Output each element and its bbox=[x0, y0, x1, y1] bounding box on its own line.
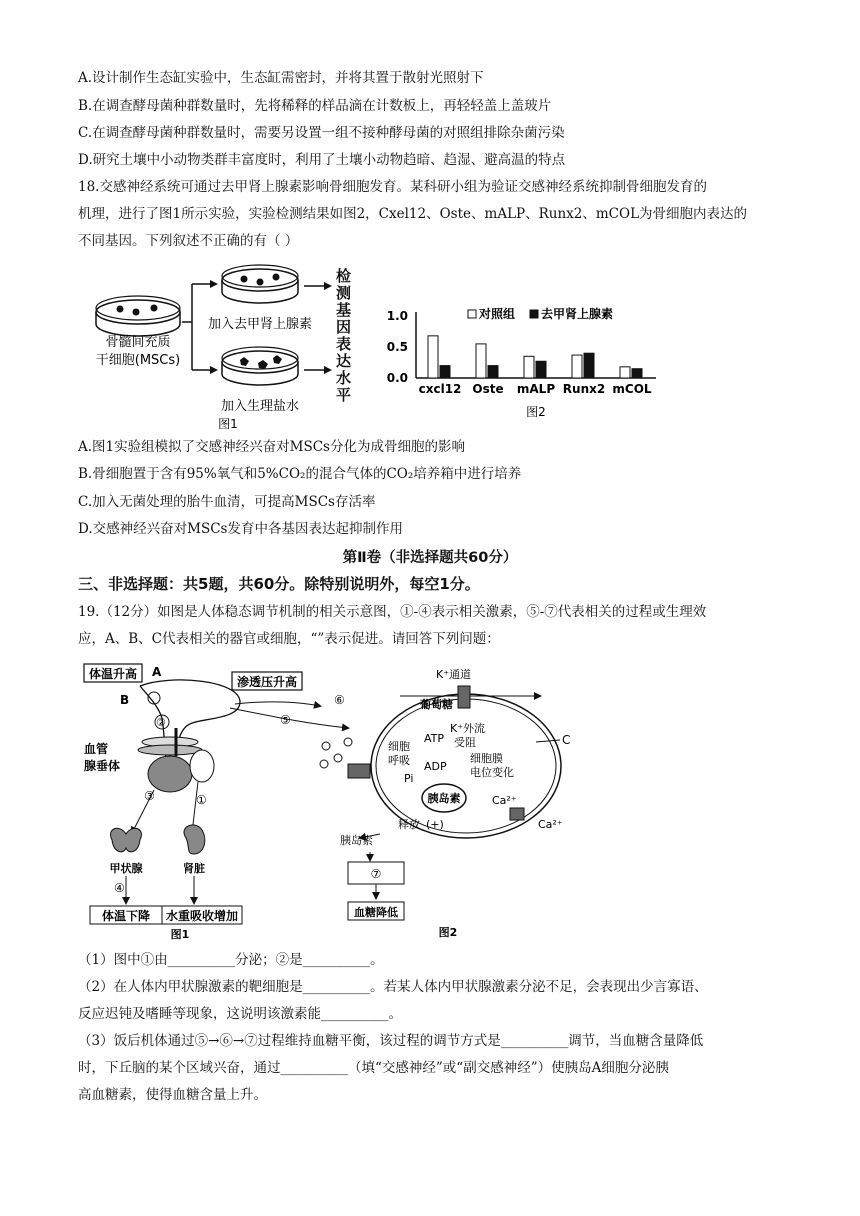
pi-label: Pi bbox=[404, 772, 414, 785]
adp-label: ADP bbox=[424, 760, 447, 773]
q18-figure-1 bbox=[78, 262, 378, 432]
detect-char: 检 bbox=[336, 267, 352, 285]
bar-mALP-去甲肾上腺素 bbox=[536, 361, 546, 378]
detect-char: 表 bbox=[336, 335, 352, 353]
q19-question-2-line-1: （2）在人体内甲状腺激素的靶细胞是__________。若某人体内甲状腺激素分泌不足，会表现出少言寡语、 bbox=[78, 979, 708, 995]
bar-Runx2-去甲肾上腺素 bbox=[584, 353, 594, 378]
membrane-label-1: 细胞膜 bbox=[470, 752, 503, 765]
label-b: B bbox=[120, 693, 130, 707]
q18-stem-line-3: 不同基因。下列叙述不正确的有（ ） bbox=[78, 233, 299, 249]
fig1-cell-label-1: 骨髓间充质 bbox=[105, 335, 171, 350]
q18-stem-line-1: 18.交感神经系统可通过去甲肾上腺素影响骨细胞发育。某科研小组为验证交感神经系统抑制骨细胞发育的 bbox=[78, 179, 707, 195]
y-tick-label: 0.0 bbox=[386, 371, 408, 385]
kidney-label: 肾脏 bbox=[183, 862, 205, 875]
membrane-label-2: 电位变化 bbox=[470, 766, 514, 779]
bar-mCOL-对照组 bbox=[620, 367, 630, 378]
q17-option-a: A.设计制作生态缸实验中，生态缸需密封，并将其置于散射光照射下 bbox=[78, 70, 484, 86]
plus-label: (+) bbox=[426, 818, 444, 831]
pituitary-label: 腺垂体 bbox=[84, 759, 121, 773]
q19-question-2-line-2: 反应迟钝及嗜睡等现象，这说明该激素能__________。 bbox=[78, 1006, 402, 1022]
detect-char: 测 bbox=[336, 284, 352, 302]
x-tick-label: Oste bbox=[472, 382, 504, 396]
q19-figure-1 bbox=[80, 658, 360, 943]
q19-question-1: （1）图中①由__________分泌；②是__________。 bbox=[78, 952, 384, 968]
thyroid-label: 甲状腺 bbox=[109, 862, 143, 875]
norepinephrine-dish bbox=[222, 265, 298, 303]
q18-figure-2-chart bbox=[370, 300, 670, 430]
fig1-cell-label-2: 干细胞(MSCs) bbox=[95, 353, 181, 368]
x-tick-label: cxcl12 bbox=[418, 382, 462, 396]
q18-option-c: C.加入无菌处理的胎牛血清，可提高MSCs存活率 bbox=[78, 494, 376, 510]
q18-option-b: B.骨细胞置于含有95%氧气和5%CO₂的混合气体的CO₂培养箱中进行培养 bbox=[78, 466, 522, 482]
bar-mCOL-去甲肾上腺素 bbox=[632, 369, 642, 378]
label-a: A bbox=[152, 665, 162, 679]
bar-Oste-去甲肾上腺素 bbox=[488, 366, 498, 378]
resp-label-2: 呼吸 bbox=[388, 754, 410, 767]
legend-label: 对照组 bbox=[479, 307, 516, 321]
q19-question-3-line-1: （3）饭后机体通过⑤→⑥→⑦过程维持血糖平衡，该过程的调节方式是__________调节，当血糖含量降低 bbox=[78, 1033, 704, 1049]
fig1-detect-label bbox=[336, 268, 356, 404]
bar-cxcl12-对照组 bbox=[428, 336, 438, 378]
q19-figure-2 bbox=[340, 662, 590, 942]
detect-char: 基 bbox=[336, 301, 352, 319]
atp-label: ATP bbox=[424, 732, 445, 745]
circled-3: ③ bbox=[144, 789, 155, 803]
q19-stem-line-2: 应，A、B、C代表相关的器官或细胞，“”表示促进。请回答下列问题： bbox=[78, 631, 500, 647]
water-reabsorb-box: 水重吸收增加 bbox=[165, 909, 239, 923]
circled-6: ⑥ bbox=[334, 693, 345, 707]
detect-char: 水 bbox=[336, 369, 352, 387]
fig1-bottom-label: 加入生理盐水 bbox=[220, 399, 300, 414]
detect-char: 达 bbox=[336, 352, 352, 370]
circled-5: ⑤ bbox=[280, 713, 291, 727]
q17-option-c: C.在调查酵母菌种群数量时，需要另设置一组不接种酵母菌的对照组排除杂菌污染 bbox=[78, 125, 565, 141]
bar-Oste-对照组 bbox=[476, 344, 486, 378]
legend-swatch bbox=[530, 310, 538, 318]
bar-mALP-对照组 bbox=[524, 356, 534, 378]
y-tick-label: 1.0 bbox=[386, 309, 408, 323]
saline-dish bbox=[222, 347, 298, 385]
section-2-title: 第Ⅱ卷（非选择题共60分） bbox=[342, 550, 518, 566]
bar-Runx2-对照组 bbox=[572, 355, 582, 378]
section-3-heading: 三、非选择题：共5题，共60分。除特别说明外，每空1分。 bbox=[78, 575, 480, 593]
legend-swatch bbox=[468, 310, 476, 318]
q17-option-d: D.研究土壤中小动物类群丰富度时，利用了土壤小动物趋暗、趋湿、避高温的特点 bbox=[78, 152, 566, 168]
release-label: 释放 bbox=[398, 818, 420, 831]
y-tick-label: 0.5 bbox=[386, 340, 408, 354]
x-tick-label: mCOL bbox=[612, 382, 652, 396]
osmo-rise-box: 渗透压升高 bbox=[236, 675, 298, 689]
x-tick-label: Runx2 bbox=[562, 382, 606, 396]
fig1-caption: 图1 bbox=[218, 417, 238, 431]
circled-2: ② bbox=[156, 716, 166, 729]
glucose-label: 葡萄糖 bbox=[420, 698, 453, 711]
k-outflow-label-2: 受阻 bbox=[454, 736, 476, 749]
detect-char: 因 bbox=[336, 318, 352, 336]
x-tick-label: mALP bbox=[516, 382, 556, 396]
temp-down-box: 体温下降 bbox=[101, 909, 151, 923]
q19-fig2-caption: 图2 bbox=[438, 926, 458, 939]
sugar-down-box: 血糖降低 bbox=[354, 906, 398, 919]
q19-fig1-caption: 图1 bbox=[170, 928, 190, 941]
msc-dish bbox=[96, 296, 180, 336]
ca-inside-label: Ca²⁺ bbox=[492, 794, 517, 807]
q19-question-3-line-3: 高血糖素，使得血糖含量上升。 bbox=[78, 1087, 267, 1103]
legend-label: 去甲肾上腺素 bbox=[541, 307, 614, 321]
insulin-label: 胰岛素 bbox=[340, 834, 373, 847]
k-channel-label: K⁺通道 bbox=[436, 668, 472, 681]
circled-7: ⑦ bbox=[370, 867, 382, 881]
detect-char: 平 bbox=[336, 386, 352, 404]
circled-4: ④ bbox=[114, 881, 125, 895]
bar-cxcl12-去甲肾上腺素 bbox=[440, 366, 450, 378]
circled-1: ① bbox=[196, 793, 207, 807]
ca-outside-label: Ca²⁺ bbox=[538, 818, 563, 831]
q17-option-b: B.在调查酵母菌种群数量时，先将稀释的样品滴在计数板上，再轻轻盖上盖玻片 bbox=[78, 98, 552, 114]
fig2-caption: 图2 bbox=[526, 405, 546, 419]
insulin-vesicle-label: 胰岛素 bbox=[427, 792, 461, 805]
k-outflow-label-1: K⁺外流 bbox=[450, 722, 486, 735]
fig1-top-label: 加入去甲肾上腺素 bbox=[207, 317, 313, 332]
temp-rise-box: 体温升高 bbox=[88, 667, 138, 681]
label-c: C bbox=[562, 733, 571, 747]
vessel-label: 血管 bbox=[84, 742, 109, 756]
q18-option-d: D.交感神经兴奋对MSCs发育中各基因表达起抑制作用 bbox=[78, 521, 403, 537]
q18-stem-line-2: 机理，进行了图1所示实验，实验检测结果如图2，Cxel12、Oste、mALP、Runx2、mCOL为骨细胞内表达的 bbox=[78, 206, 748, 222]
resp-label-1: 细胞 bbox=[388, 740, 410, 753]
q19-question-3-line-2: 时，下丘脑的某个区域兴奋，通过__________（填“交感神经”或“副交感神经”）使胰岛A细胞分泌胰 bbox=[78, 1060, 669, 1076]
q18-option-a: A.图1实验组模拟了交感神经兴奋对MSCs分化为成骨细胞的影响 bbox=[78, 439, 465, 455]
q19-stem-line-1: 19.（12分）如图是人体稳态调节机制的相关示意图，①-④表示相关激素，⑤-⑦代表相关的过程或生理效 bbox=[78, 604, 707, 620]
